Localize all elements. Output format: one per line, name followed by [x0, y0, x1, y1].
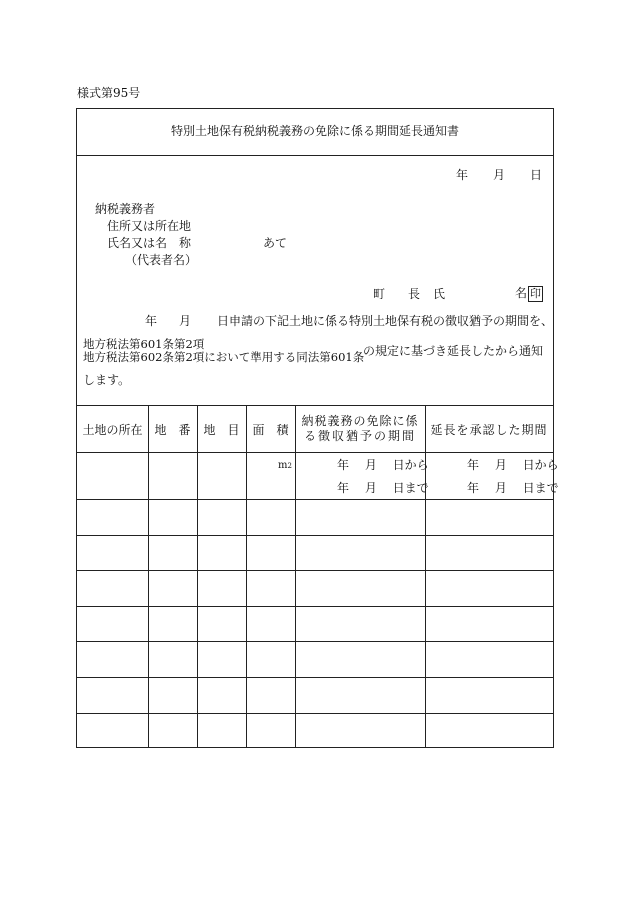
body-year: 年 — [145, 314, 158, 328]
taxpayer-heading: 納税義務者 — [95, 202, 156, 216]
area-unit-sup: 2 — [287, 462, 292, 470]
col-header-approved-period-label: 延長を承認した期間 — [430, 422, 548, 437]
sender-town: 町 — [373, 287, 386, 301]
addressee-to: あて — [263, 236, 288, 250]
date-year: 年 — [456, 168, 469, 182]
col-header-area — [246, 406, 295, 452]
seal-mark: 印 — [530, 287, 542, 300]
table-column-line — [148, 405, 149, 747]
name-label: 氏名又は名 称 — [107, 236, 192, 250]
address-label: 住所又は所在地 — [107, 219, 192, 233]
notice-form — [76, 108, 559, 748]
col-header-exemption-period — [295, 406, 425, 452]
col-header-lot-no — [148, 406, 197, 452]
col-header-location-label: 土地の所在 — [82, 422, 143, 437]
date-day: 日 — [530, 168, 543, 182]
form-title: 特別土地保有税納税義務の免除に係る期間延長通知書 — [170, 124, 459, 138]
body-line2: の規定に基づき延長したから通知 — [363, 344, 544, 358]
col-header-exemption-period-line1: 納税義務の免除に係 — [301, 414, 419, 428]
form-number: 様式第95号 — [77, 86, 141, 100]
sender-name-prefix: 氏 — [433, 287, 446, 301]
table-column-line — [246, 405, 247, 747]
date-month: 月 — [493, 168, 506, 182]
exemption-from: 年 月 日から — [337, 458, 429, 472]
body-month: 月 — [179, 314, 192, 328]
col-header-area-label: 面 積 — [252, 422, 289, 437]
law-ref-1: 地方税法第601条第2項 — [83, 337, 205, 351]
table-column-line — [425, 405, 426, 747]
title-divider — [77, 155, 553, 156]
col-header-location — [77, 406, 148, 452]
col-header-lot-no-label: 地 番 — [154, 422, 191, 437]
area-unit-m: m — [278, 460, 288, 471]
representative-label: （代表者名） — [125, 253, 198, 267]
col-header-land-category-label: 地 目 — [203, 422, 240, 437]
table-column-line — [295, 405, 296, 747]
sender-chief: 長 — [408, 287, 421, 301]
body-line1: 日申請の下記土地に係る特別土地保有税の徴収猶予の期間を、 — [217, 314, 554, 328]
area-unit — [278, 459, 292, 473]
law-ref-2: 地方税法第602条第2項において準用する同法第601条 — [83, 350, 365, 364]
col-header-exemption-period-line2: る徴収猶予の期間 — [303, 429, 416, 443]
sender-name — [515, 286, 543, 302]
exemption-to: 年 月 日まで — [337, 481, 429, 495]
col-header-land-category — [197, 406, 246, 452]
body-line3: します。 — [83, 373, 131, 387]
sender-name-suffix: 名 — [515, 286, 528, 300]
approved-from: 年 月 日から — [467, 458, 559, 472]
table-column-line — [197, 405, 198, 747]
col-header-approved-period — [425, 406, 553, 452]
approved-to: 年 月 日まで — [467, 481, 559, 495]
